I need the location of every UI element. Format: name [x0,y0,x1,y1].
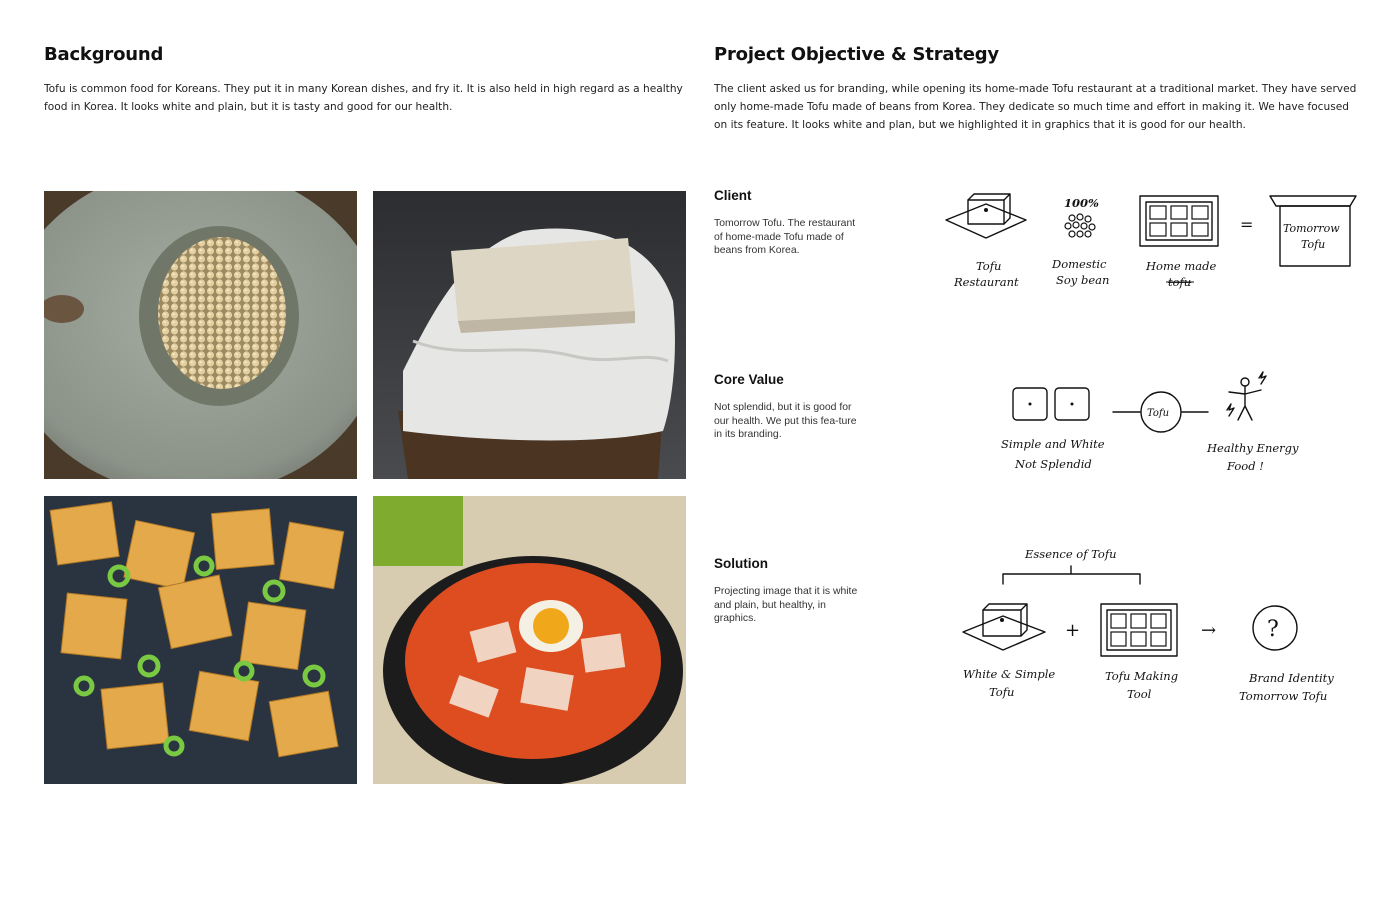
fried-tofu-photo [44,496,357,784]
tofu-center-label: Tofu [1147,408,1170,419]
solution-title: Solution [714,556,768,571]
soybeans-photo [44,191,357,479]
tofu-stew-photo [373,496,686,784]
client-sketch [940,188,1360,298]
home-label-line1: Home made [1146,259,1217,273]
brand-box-line2: Tofu [1301,238,1326,251]
energetic-person-icon [1227,372,1266,420]
simple-label-line2: Not Splendid [1015,457,1092,471]
tofu-on-plate-icon [963,604,1045,650]
two-tofu-icon [1013,388,1089,420]
solution-text: Projecting image that it is white and plain, but healthy, in graphics. [714,586,858,625]
healthy-label-line1: Healthy Energy [1207,441,1299,455]
tofu-mold-icon [1101,604,1177,656]
essence-label: Essence of Tofu [1025,547,1117,561]
core-value-sketch [995,370,1315,480]
soy-label-line2: Soy bean [1056,273,1110,287]
brand-identity-line2: Tomorrow Tofu [1239,689,1328,703]
equals-sign: = [1240,215,1254,234]
solution-sketch [955,542,1345,712]
objective-title: Project Objective & Strategy [714,44,999,65]
white-label-line2: Tofu [989,685,1015,699]
brand-identity-line1: Brand Identity [1249,671,1334,685]
tofu-block-photo [373,191,686,479]
simple-label-line1: Simple and White [1001,437,1105,451]
tofu-label-line1: Tofu [976,259,1002,273]
percent-label: 100% [1064,196,1099,210]
background-text: Tofu is common food for Koreans. They put it in many Korean dishes, and fry it. It is also held in high regard as a healthy food in Korea. It looks white and plain, but it is tasty and good for our health. [44,83,683,113]
home-label-line2: tofu [1168,275,1192,289]
tofu-label-line2: Restaurant [954,275,1019,289]
client-text: Tomorrow Tofu. The restaurant of home-made Tofu made of beans from Korea. [714,218,856,257]
plus-sign: + [1065,620,1081,641]
objective-text: The client asked us for branding, while opening its home-made Tofu restaurant at a traditional market. They have served only home-made Tofu made of beans from Korea. They dedicate so much time and effort in making it. We have focused on its feature. It looks white and plan, but we highlighted it in graphics that it is good for our health. [714,83,1357,131]
soy-label-line1: Domestic [1052,257,1107,271]
right-arrow: → [1201,620,1217,641]
brand-box-line1: Tomorrow [1283,222,1340,235]
white-label-line1: White & Simple [963,667,1056,681]
background-title: Background [44,44,164,65]
healthy-label-line2: Food ! [1227,459,1264,473]
core-value-title: Core Value [714,372,784,387]
question-mark-icon: ? [1267,617,1279,642]
tool-label-line1: Tofu Making [1105,669,1179,683]
tool-label-line2: Tool [1127,687,1152,701]
client-title: Client [714,188,752,203]
core-value-text: Not splendid, but it is good for our health. We put this fea-ture in its branding. [714,402,857,441]
tofu-on-plate-icon [946,194,1026,238]
tofu-mold-icon [1140,196,1218,246]
soybeans-icon [1065,214,1095,237]
